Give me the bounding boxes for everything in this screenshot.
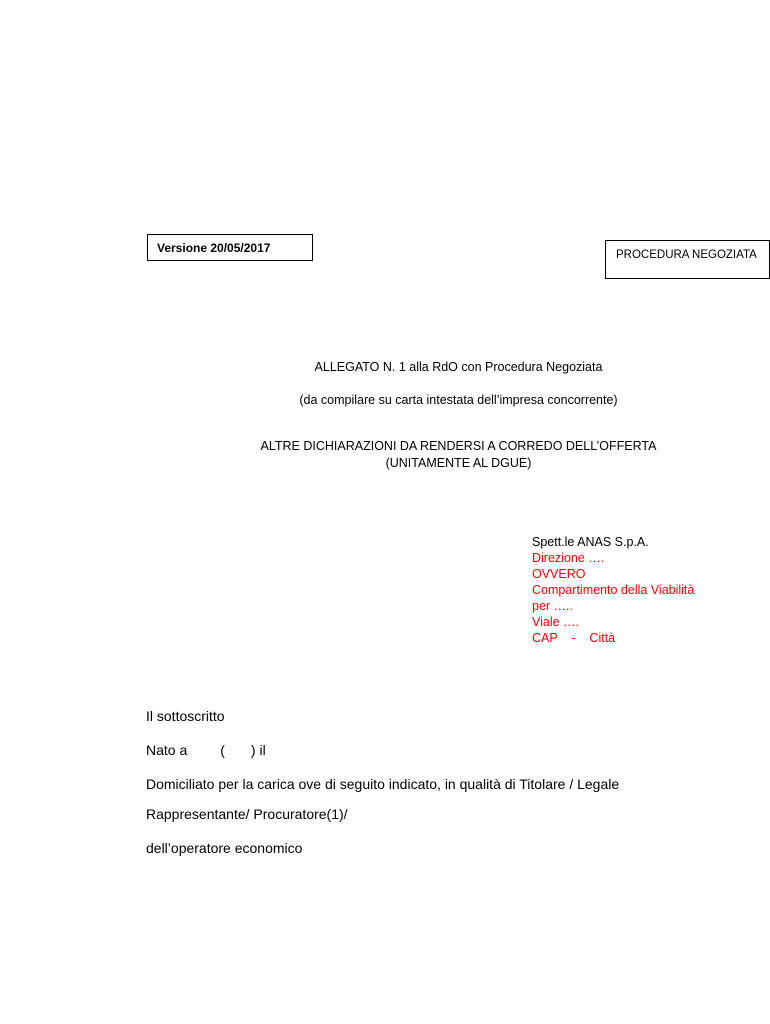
allegato-title: ALLEGATO N. 1 alla RdO con Procedura Negoziata <box>314 360 603 374</box>
address-line-per: per ….. <box>532 599 573 613</box>
version-box <box>147 234 313 261</box>
address-line-ovvero: OVVERO <box>532 567 586 581</box>
recipient-name: Spett.le ANAS S.p.A. <box>532 535 649 549</box>
rappresentante-line: Rappresentante/ Procuratore(1)/ <box>146 806 348 822</box>
address-line-direzione: Direzione …. <box>532 551 605 565</box>
address-line-viale: Viale …. <box>532 615 580 629</box>
compilare-note: (da compilare su carta intestata dell’impresa concorrente) <box>299 393 618 407</box>
nato-line <box>146 742 266 758</box>
address-line-compartimento: Compartimento della Viabilità <box>532 583 695 597</box>
procedure-box <box>605 240 770 279</box>
sottoscritto-line: Il sottoscritto <box>146 708 225 724</box>
birthplace-paren-open: ( <box>220 742 225 758</box>
domiciliato-line: Domiciliato per la carica ove di seguito indicato, in qualità di Titolare / Legale <box>146 776 620 792</box>
address-line-cap-citta: CAP - Città <box>532 631 616 645</box>
procedure-label: PROCEDURA NEGOZIATA <box>616 249 757 261</box>
operatore-line: dell’operatore economico <box>146 840 303 856</box>
recipient-address <box>532 534 694 646</box>
dgue-note: (UNITAMENTE AL DGUE) <box>385 456 532 470</box>
version-label: Versione 20/05/2017 <box>157 241 271 255</box>
birthdate-label: ) il <box>250 742 266 758</box>
nato-a-label: Nato a <box>146 742 188 758</box>
dichiarazioni-heading: ALTRE DICHIARAZIONI DA RENDERSI A CORREDO DELL’OFFERTA <box>260 439 657 453</box>
